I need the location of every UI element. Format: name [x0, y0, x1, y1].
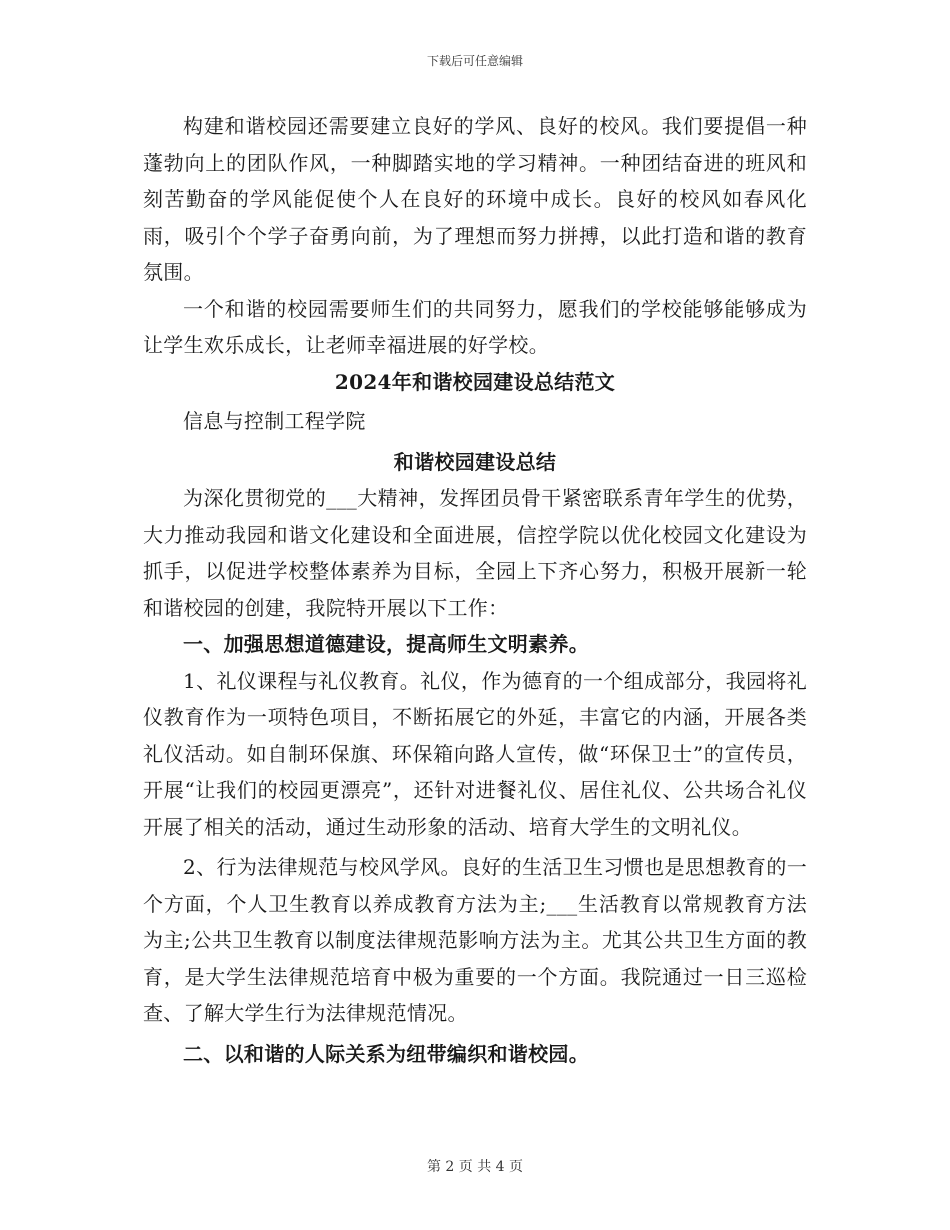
paragraph-joint-effort: 一个和谐的校园需要师生们的共同努力，愿我们的学校能够能够成为让学生欢乐成长，让老师幸福进展的好学校。	[143, 296, 807, 357]
document-subtitle: 和谐校园建设总结	[393, 449, 557, 474]
page-header: 下载后可任意编辑	[426, 54, 523, 68]
paragraph-behavior: 2、行为法律规范与校风学风。良好的生活卫生习惯也是思想教育的一个方面，个人卫生教育以养成教育方法为主;___生活教育以常规教育方法为主;公共卫生教育以制度法律规范影响方法为主。尤其公共卫生方面的教育，是大学生法律规范培育中极为重要的一个方面。我院通过一日三巡检查、了解大学生行为法律规范情况。	[143, 855, 807, 1025]
document-body	[143, 108, 807, 1072]
page-number: 第 2 页 共 4 页	[426, 1159, 524, 1175]
paragraph-etiquette: 1、礼仪课程与礼仪教育。礼仪，作为德育的一个组成部分，我园将礼仪教育作为一项特色项目，不断拓展它的外延，丰富它的内涵，开展各类礼仪活动。如自制环保旗、环保箱向路人宣传，做“环保卫士”的宣传员，开展“让我们的校园更漂亮”，还针对进餐礼仪、居住礼仪、公共场合礼仪开展了相关的活动，通过生动形象的活动、培育大学生的文明礼仪。	[143, 668, 807, 839]
paragraph-school-spirit: 构建和谐校园还需要建立良好的学风、良好的校风。我们要提倡一种蓬勃向上的团队作风，一种脚踏实地的学习精神。一种团结奋进的班风和刻苦勤奋的学风能促使个人在良好的环境中成长。良好的校风如春风化雨，吸引个个学子奋勇向前，为了理想而努力拼搏，以此打造和谐的教育氛围。	[143, 114, 807, 284]
section-heading-1: 一、加强思想道德建设，提高师生文明素养。	[183, 632, 589, 656]
document-title: 2024年和谐校园建设总结范文	[334, 369, 616, 394]
section-heading-2: 二、以和谐的人际关系为纽带编织和谐校园。	[183, 1041, 589, 1066]
paragraph-intro: 为深化贯彻党的___大精神，发挥团员骨干紧密联系青年学生的优势，大力推动我园和谐文化建设和全面进展，信控学院以优化校园文化建设为抓手，以促进学校整体素养为目标，全园上下齐心努力，积极开展新一轮和谐校园的创建，我院特开展以下工作：	[143, 486, 807, 620]
department-name: 信息与控制工程学院	[183, 409, 366, 433]
